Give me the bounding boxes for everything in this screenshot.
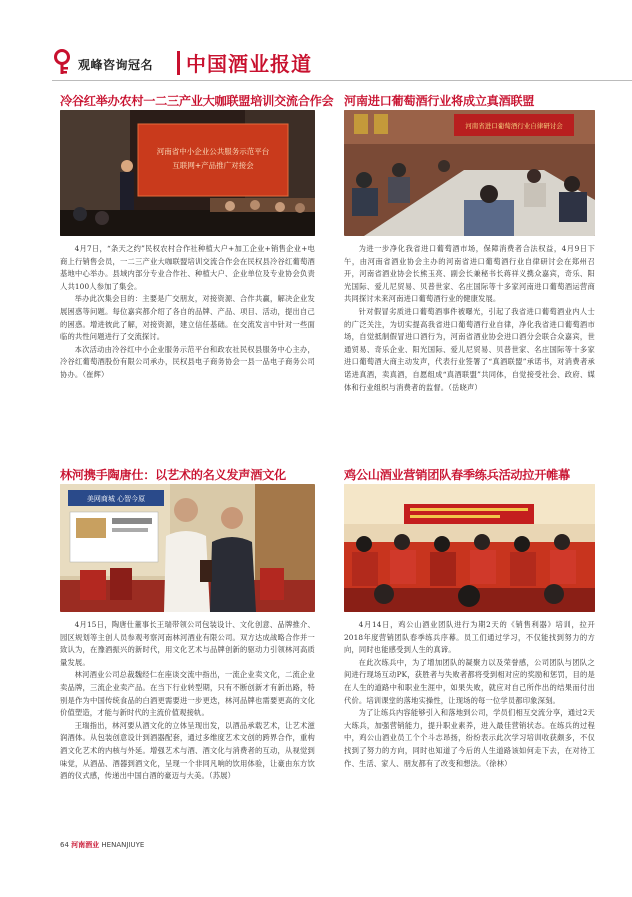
article-3-photo	[60, 484, 315, 612]
article-3-title: 林河携手陶唐仕：以艺术的名义发声酒文化	[60, 468, 286, 482]
training-photo	[344, 484, 595, 612]
header-rule	[52, 80, 632, 81]
sponsor-slogan: 观峰咨询冠名	[78, 58, 154, 72]
magazine-name-en: HENANJIUYE	[101, 841, 145, 849]
magazine-name: 河南酒业	[71, 841, 100, 849]
article-1-paragraph-1: 4月7日，“条天之约”民权农村合作社种植大户+加工企业+销售企业+电商上行销售会员，一二三产业大咖联盟培训交流合作会在民权县冷谷红葡萄酒基地中心举办。县域内部分专业合作社、种植大户、企业单位及专业协会负责人共100人参加了集会。	[60, 244, 315, 291]
article-4-body	[344, 619, 595, 844]
page-header	[52, 47, 632, 83]
article-4-title: 鸡公山酒业营销团队春季练兵活动拉开帷幕	[344, 468, 570, 482]
article-4-paragraph-1: 4月14日，鸡公山酒业团队进行为期2天的《销售利器》培训，拉开2018年度营销团队春季练兵序幕。员工们通过学习，不仅能找到努力的方向，同时也能感受到人生的真谛。	[344, 620, 595, 655]
column-title: 中国酒业报道	[186, 52, 312, 76]
article-1-photo	[60, 110, 315, 236]
screen-text-2: 互联网+产品推广对接会	[172, 161, 254, 170]
article-4-paragraph-2: 在此次练兵中，为了增加团队的凝聚力以及荣誉感，公司团队与团队之间进行现场互动PK，获胜者与失败者都将受到相对应的奖励和惩罚，目的是在人生的道路中和职业生涯中，如果失败，就应对自己所作出的结果而付出代价。培训课堂的落地实操性，让现场的每一位学员都印象深刻。	[344, 657, 595, 705]
article-3-paragraph-2: 林河酒业公司总裁魏经仁在座谈交流中指出，一流企业卖文化，二流企业卖品牌，三流企业卖产品。在当下行业转型期，只有不断创新才有新出路，特别是作为中国传统食品的白酒更需要进一步更迭，林河品牌也需要更高的文化价值塑造，才能与新时代的主流价值观接轨。	[60, 670, 315, 718]
screen-text-1: 河南省中小企业公共服务示范平台	[156, 147, 270, 156]
visit-photo	[60, 484, 315, 612]
meeting-photo	[60, 110, 315, 236]
logo-mark-icon	[52, 49, 74, 75]
article-1-paragraph-2: 举办此次集会目的：主要是广交朋友，对接资源、合作共赢，解决企业发展困惑等问题。每位嘉宾都介绍了各自的品牌、产品、项目、活动，提出自己的困惑。增进彼此了解，对接资源，建立信任基础。在交流发言中针对一些面临的共性问题进行了交流探讨。	[60, 294, 315, 342]
article-2-title: 河南进口葡萄酒行业将成立真酒联盟	[344, 94, 535, 108]
page-number: 64	[60, 841, 69, 849]
seminar-photo	[344, 110, 595, 236]
article-4-photo	[344, 484, 595, 612]
display-board-text: 美网商城 心智今原	[86, 495, 146, 503]
header-divider	[177, 51, 180, 75]
article-2-body	[344, 243, 595, 433]
article-1-paragraph-3: 本次活动由冷谷红中小企业服务示范平台和政农社民权县服务中心主办，冷谷红葡萄酒股份有限公司承办，民权县电子商务协会一县一品电子商务公司协办。（崔辉）	[60, 344, 315, 379]
article-3-body	[60, 619, 315, 844]
article-1-title: 冷谷红举办农村一二三产业大咖联盟培训交流合作会	[60, 94, 334, 108]
banner-text: 河南省进口葡萄酒行业自律研讨会	[465, 122, 563, 130]
article-4-paragraph-3: 为了让练兵内容能够引入和落地到公司，学员们相互交流分享，通过2天大练兵，加强营销能力，提升职业素养，进入最佳营销状态。在练兵的过程中，鸡公山酒业员工个个斗志昂扬，纷纷表示此次学习培训收获颇多，不仅找到了努力的方向，同时也知道了今后的人生道路该如何走下去，在对待工作、生活、家人、朋友都有了改变和想法。（徐林）	[344, 708, 595, 768]
article-2-photo	[344, 110, 595, 236]
article-3-paragraph-1: 4月15日，陶唐仕董事长王瑞带领公司包装设计、文化创意、品牌推介、园区规划等主创人员参观考察河南林河酒业有限公司。双方达成战略合作并一致认为，在豫酒振兴的新时代，用文化艺术与品牌创新的驱动力引领林河高质量发展。	[60, 620, 315, 667]
article-2-paragraph-2: 针对假冒劣质进口葡萄酒事件被曝光，引起了我省进口葡萄酒业内人士的广泛关注，为切实提高我省进口葡萄酒行业自律，净化我省进口葡萄酒市场，自觉抵制假冒进口酒行为，河南省酒业协会进口酒分会联合众嘉宾，世通贸易、奇乐企业、阳光国际、爱儿尼贸易、贝普世家、名庄国际等十多家进口葡萄酒大商主动发声，代表行业签署了“真酒联盟”承诺书，对消费者承诺进真酒，卖真酒，自愿组成“真酒联盟”共同体，自觉接受社会、政府、媒体和行业组织与消费者的监督。（岳晓声）	[344, 306, 595, 392]
article-2-paragraph-1: 为进一步净化我省进口葡萄酒市场，保障消费者合法权益，4月9日下午，由河南省酒业协会主办的河南省进口葡萄酒行业自律研讨会在郑州召开，河南省酒业协会长熊玉亮、副会长兼秘书长蒋祥义携众嘉宾，奇乐、阳光国际、爱儿尼贸易、贝普世家、名庄国际等十多家河南进口葡萄酒运营商共同探讨未来河南进口葡萄酒行业的健康发展。	[344, 244, 595, 304]
article-1-body	[60, 243, 315, 423]
page-footer	[60, 840, 144, 850]
article-3-paragraph-3: 王瑞指出，林河要从酒文化的立体呈现出发，以酒品承载艺术，让艺术滋润酒体。从包装创意设计到酒器配套，通过多维度艺术文创的跨界合作，重构酒文化艺术的内核与外延。增强艺术与酒、酒文化与消费者的互动，从视觉到味觉，从酒品、酒器到酒文化，呈现一个非同凡响的饮用体验，让豪由东方饮酒的仪式感，传递出中国白酒的豪迈与大美。（苏展）	[60, 720, 315, 781]
